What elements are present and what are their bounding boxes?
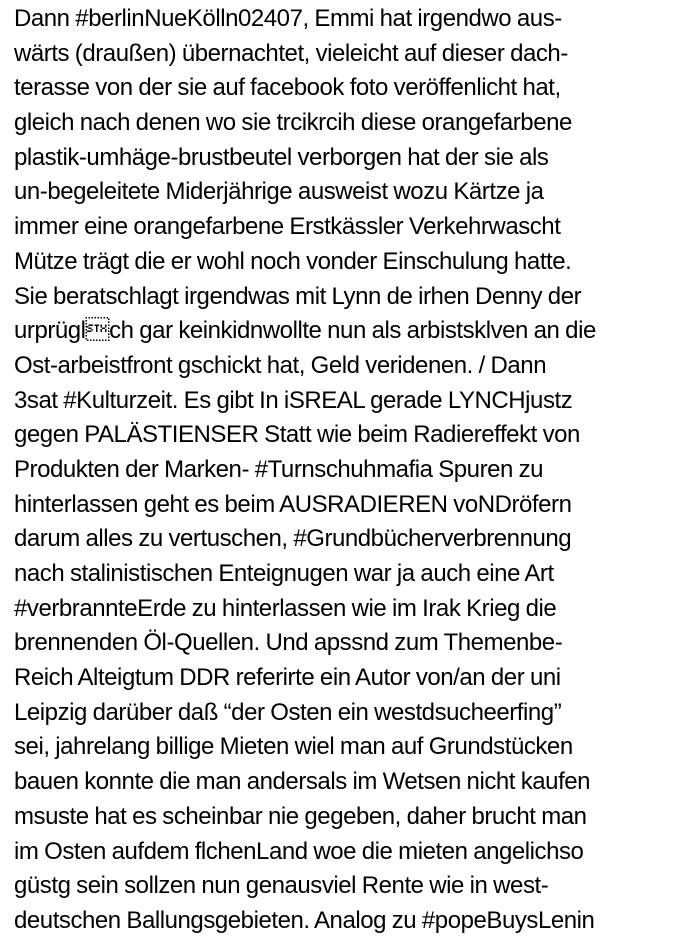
text-line: hinterlassen geht es beim AUSRADIEREN voNDröfern: [14, 490, 572, 518]
text-line: 3sat #Kulturzeit. Es gibt In iSREAL gerade LYNCHjustz: [14, 386, 573, 414]
text-line: Reich Alteigtum DDR referirte ein Autor von/an der uni: [14, 664, 561, 692]
text-line: bauen konnte die man andersals im Wetsen nicht kaufen: [14, 768, 591, 796]
body-text: [14, 2, 682, 939]
text-line: Mütze trägt die er wohl noch vonder Einschulung hatte.: [14, 247, 572, 275]
text-line: Dann #berlinNueKölln02407, Emmi hat irgendwo aus-: [14, 5, 562, 32]
text-line: Ost-arbeistfront gschickt hat, Geld veridenen. / Dann: [14, 351, 547, 379]
text-line: gegen PALÄSTIENSER Statt wie beim Radiereffekt von: [14, 421, 580, 449]
text-line: #verbrannteErde zu hinterlassen wie im Irak Krieg die: [14, 594, 557, 622]
text-line: plastik-umhäge-brustbeutel verborgen hat der sie als: [14, 143, 549, 171]
text-line: deutschen Ballungsgebieten. Analog zu #popeBuysLenin: [14, 906, 595, 934]
text-line: gleich nach denen wo sie trcikrcih diese orangefarbene: [14, 109, 572, 137]
text-line: immer eine orangefarbene Erstkässler Verkehrwascht: [14, 213, 561, 241]
text-line: brennenden Öl-Quellen. Und apssnd zum Themenbe-: [14, 629, 563, 657]
text-line: msuste hat es scheinbar nie gegeben, daher brucht man: [14, 802, 587, 830]
text-line: un-begeleitete Miderjährige ausweist wozu Kärtze ja: [14, 178, 544, 206]
text-line: sei, jahrelang billige Mieten wiel man auf Grundstücken: [14, 733, 573, 761]
text-line: Leipzig darüber daß “der Osten ein westdsucheerfing”: [14, 698, 562, 726]
text-line: Produkten der Marken- #Turnschuhmafia Spuren zu: [14, 455, 544, 483]
text-line: nach stalinistischen Enteignugen war ja auch eine Art: [14, 560, 554, 587]
text-line: wärts (draußen) übernachtet, vieleicht auf dieser dach-: [14, 39, 568, 67]
text-line: terasse von der sie auf facebook foto veröffenlicht hat,: [14, 74, 561, 102]
text-line: güstg sein sollzen nun genausviel Rente wie in west-: [14, 872, 549, 900]
text-line: urprüglch gar keinkidnwollte nun als arbistsklven an die: [14, 317, 596, 345]
text-line: Sie beratschlagt irgendwas mit Lynn de irhen Denny der: [14, 282, 582, 310]
text-line: im Osten aufdem flchenLand woe die mieten angelichso: [14, 837, 584, 865]
text-line: darum alles zu vertuschen, #Grundbücherverbrennung: [14, 525, 572, 553]
